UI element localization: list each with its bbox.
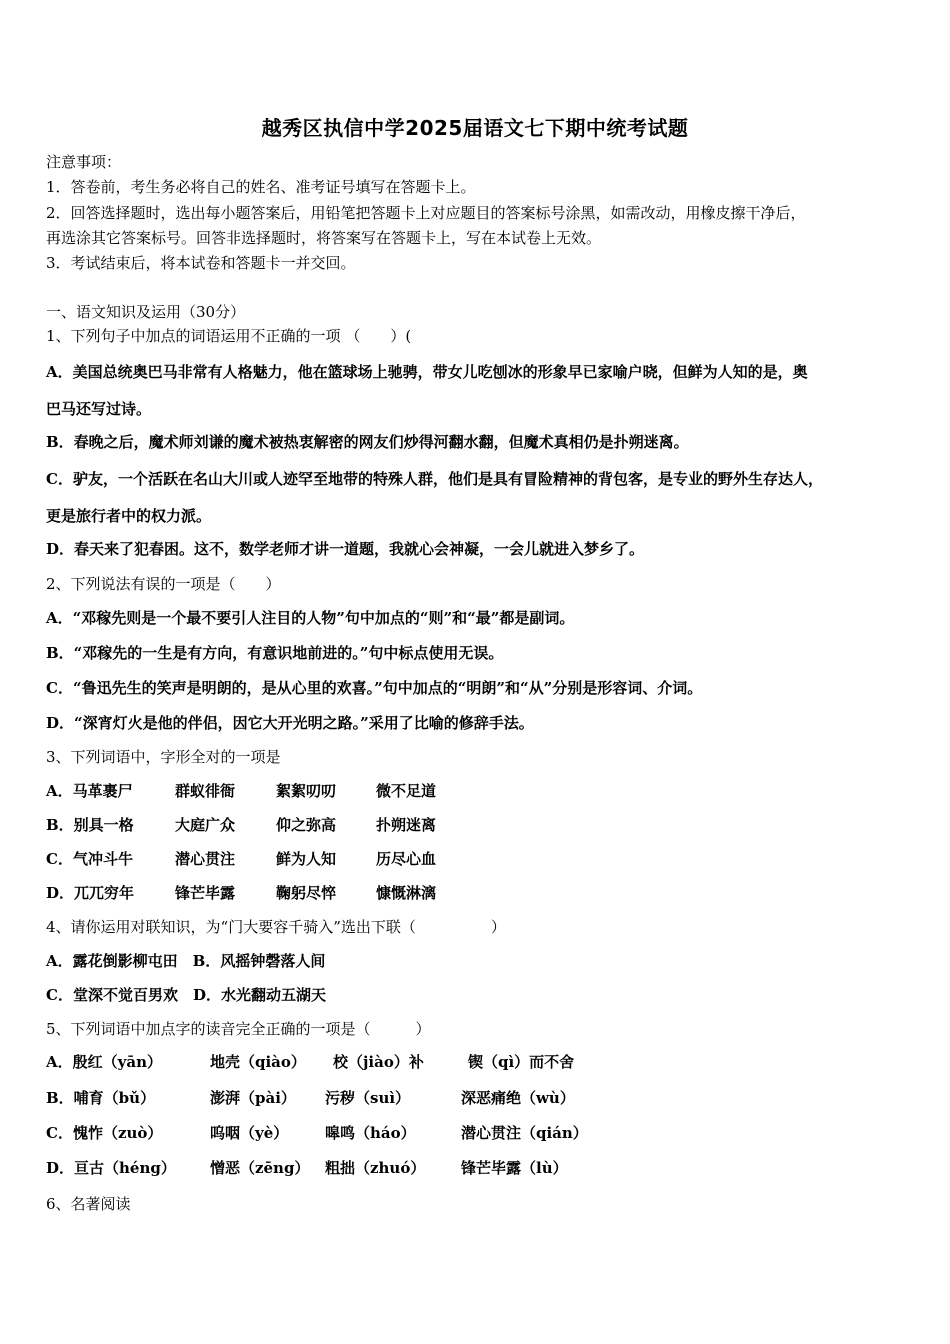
q2-option-a: A．“邓稼先则是一个最不要引人注目的人物”句中加点的“则”和“最”都是副词。 (46, 609, 575, 627)
q5-word: 锲（qì）而不舍 (468, 1053, 575, 1071)
question-6-stem: 6、名著阅读 (46, 1195, 131, 1213)
q4-options-cd: C．堂深不觉百男欢 D．水光翻动五湖天 (46, 986, 326, 1004)
q4-options-ab: A．露花倒影柳屯田 B．风摇钟磬落人间 (46, 952, 326, 970)
question-1-stem: 1、下列句子中加点的词语运用不正确的一项 （ ）( (46, 327, 412, 345)
q5-word: 校（jiào）补 (333, 1053, 424, 1071)
q5-word: 深恶痛绝（wù） (461, 1089, 575, 1107)
section-heading: 一、语文知识及运用（30分） (46, 303, 246, 321)
notice-item: 3．考试结束后，将本试卷和答题卡一并交回。 (46, 254, 356, 272)
q3-word: 锋芒毕露 (175, 884, 236, 902)
q1-option-b: B．春晚之后，魔术师刘谦的魔术被热衷解密的网友们炒得河翻水翻，但魔术真相仍是扑朔迷离。 (46, 433, 689, 451)
q3-word: 群蚁徘衙 (175, 782, 236, 800)
q3-word: 鲜为人知 (276, 850, 337, 868)
q1-option-a-cont: 巴马还写过诗。 (46, 400, 152, 418)
q2-option-b: B．“邓稼先的一生是有方向，有意识地前进的。”句中标点使用无误。 (46, 644, 504, 662)
q3-word: 微不足道 (376, 782, 437, 800)
q3-word: 仰之弥高 (276, 816, 337, 834)
notice-heading: 注意事项： (46, 153, 122, 171)
q3-row-c: C．气冲斗牛 (46, 850, 133, 868)
q3-word: 扑朔迷离 (376, 816, 437, 834)
q5-word: 嗥鸣（háo） (325, 1124, 416, 1142)
question-4-stem: 4、请你运用对联知识，为“门大要容千骑入”选出下联（ ） (46, 918, 506, 936)
q3-word: 絮絮叨叨 (276, 782, 337, 800)
notice-item: 2．回答选择题时，选出每小题答案后，用铅笔把答题卡上对应题目的答案标号涂黑，如需改动，用橡皮擦干净后， (46, 204, 806, 222)
q3-word: 历尽心血 (376, 850, 437, 868)
q5-row-a: A．殷红（yān） (46, 1053, 162, 1071)
q5-word: 地壳（qiào） (210, 1053, 306, 1071)
q2-option-d: D．“深宵灯火是他的伴侣，因它大开光明之路。”采用了比喻的修辞手法。 (46, 714, 534, 732)
q1-option-c-cont: 更是旅行者中的权力派。 (46, 507, 212, 525)
q3-word: 潜心贯注 (175, 850, 236, 868)
q2-option-c: C．“鲁迅先生的笑声是明朗的，是从心里的欢喜。”句中加点的“明朗”和“从”分别是形容词、介词。 (46, 679, 703, 697)
notice-item: 再选涂其它答案标号。回答非选择题时，将答案写在答题卡上，写在本试卷上无效。 (46, 229, 602, 247)
notice-item: 1．答卷前，考生务必将自己的姓名、准考证号填写在答题卡上。 (46, 178, 476, 196)
q5-word: 锋芒毕露（lù） (461, 1159, 568, 1177)
q5-row-c: C．愧怍（zuò） (46, 1124, 163, 1142)
q5-word: 憎恶（zēng） (210, 1159, 310, 1177)
q3-word: 慷慨淋漓 (376, 884, 437, 902)
q5-word: 呜咽（yè） (210, 1124, 289, 1142)
q3-row-b: B．别具一格 (46, 816, 134, 834)
q3-row-a: A．马革裹尸 (46, 782, 133, 800)
q3-word: 大庭广众 (175, 816, 236, 834)
q1-option-d: D．春天来了犯春困。这不，数学老师才讲一道题，我就心会神凝，一会儿就进入梦乡了。 (46, 540, 645, 558)
q1-option-c: C．驴友，一个活跃在名山大川或人迹罕至地带的特殊人群，他们是具有冒险精神的背包客，是专业的野外生存达人， (46, 470, 823, 488)
question-2-stem: 2、下列说法有误的一项是（ ） (46, 575, 281, 593)
q3-row-d: D．兀兀穷年 (46, 884, 135, 902)
question-5-stem: 5、下列词语中加点字的读音完全正确的一项是（ ） (46, 1020, 431, 1038)
page-title: 越秀区执信中学2025届语文七下期中统考试题 (261, 116, 689, 140)
q5-word: 粗拙（zhuó） (325, 1159, 426, 1177)
q5-row-b: B．哺育（bǔ） (46, 1089, 156, 1107)
q5-word: 澎湃（pài） (210, 1089, 296, 1107)
question-3-stem: 3、下列词语中，字形全对的一项是 (46, 748, 281, 766)
q3-word: 鞠躬尽悴 (276, 884, 337, 902)
q5-word: 潜心贯注（qián） (461, 1124, 588, 1142)
q5-word: 污秽（suì） (325, 1089, 411, 1107)
q5-row-d: D．亘古（héng） (46, 1159, 176, 1177)
q1-option-a: A．美国总统奥巴马非常有人格魅力，他在篮球场上驰骋，带女儿吃刨冰的形象早已家喻户晓，但鲜为人知的是，奥 (46, 363, 808, 381)
